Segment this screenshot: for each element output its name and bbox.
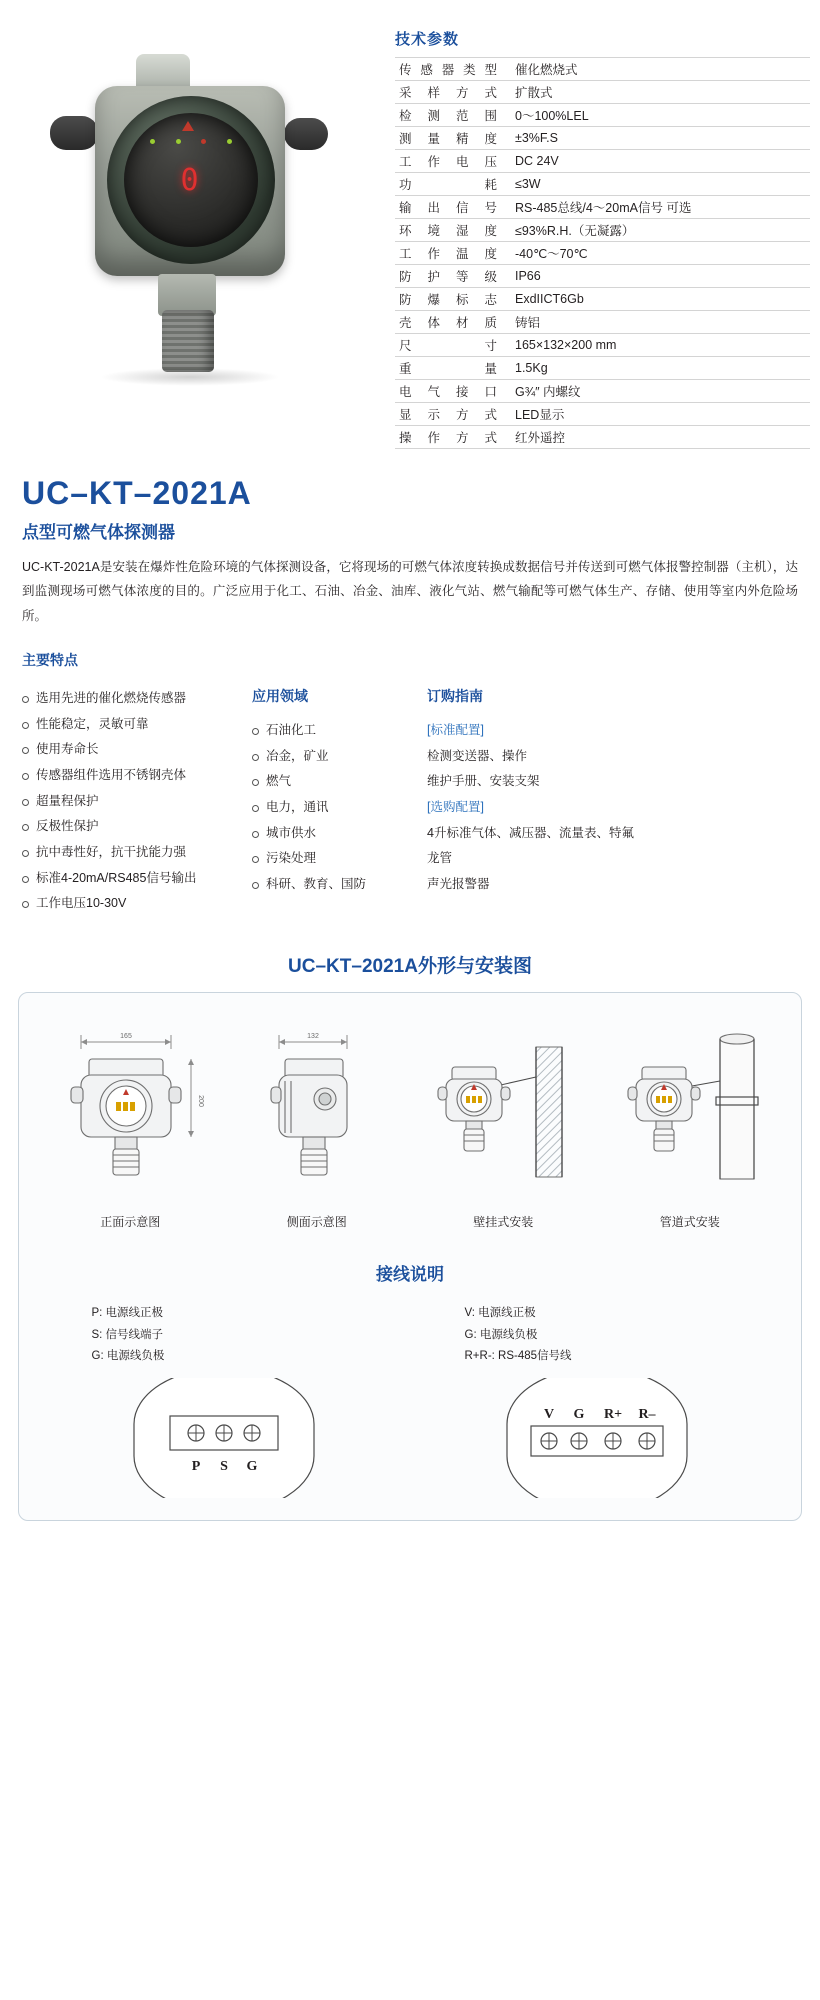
wiring-right-legend — [447, 1303, 747, 1369]
led-readout-value: 0 — [180, 162, 202, 198]
legend-line: V: 电源线正极 — [464, 1306, 536, 1319]
ordering-standard-item: 检测变送器、操作 — [427, 748, 528, 763]
ordering-optional-label: [选购配置] — [427, 800, 484, 814]
terminal-label: R– — [637, 1407, 656, 1423]
ordering-heading: 订购指南 — [427, 688, 483, 705]
table-row — [395, 357, 810, 380]
spec-value: ±3%F.S — [507, 127, 810, 150]
wiring-left — [74, 1303, 374, 1499]
drawing-section-title: UC–KT–2021A外形与安装图 — [288, 955, 532, 977]
specifications-block — [377, 18, 810, 449]
page-footer — [0, 1978, 820, 2000]
list-item: 使用寿命长 — [22, 737, 252, 763]
spec-value: DC 24V — [507, 150, 810, 173]
spec-value: -40℃～70℃ — [507, 242, 810, 265]
features-list — [22, 686, 252, 917]
spec-value: 0～100%LEL — [507, 104, 810, 127]
product-subtitle: 点型可燃气体探测器 — [22, 523, 175, 542]
drawing-front-view — [43, 1019, 218, 1230]
wiring-right-diagram — [487, 1378, 707, 1498]
spec-key: 采样方式 — [395, 81, 507, 104]
drawing-panel — [18, 992, 802, 1522]
spec-key: 防爆标志 — [395, 288, 507, 311]
table-row — [395, 150, 810, 173]
dimension-depth: 132 — [307, 1032, 320, 1040]
table-row — [395, 311, 810, 334]
table-row — [395, 104, 810, 127]
legend-line: P: 电源线正极 — [91, 1306, 164, 1319]
drawing-caption: 管道式安装 — [659, 1214, 720, 1229]
applications-column — [252, 686, 427, 917]
spec-key: 工作温度 — [395, 242, 507, 265]
list-item: 反极性保护 — [22, 814, 252, 840]
terminal-label: R+ — [603, 1407, 622, 1423]
legend-line: G: 电源线负极 — [91, 1350, 165, 1363]
drop-shadow — [100, 368, 280, 386]
spec-key: 壳体材质 — [395, 311, 507, 334]
status-led-4 — [227, 139, 232, 144]
wiring-left-diagram — [114, 1378, 334, 1498]
list-item: 城市供水 — [252, 821, 427, 847]
ordering-optional-item: 声光报警器 — [427, 876, 490, 891]
spec-value: 1.5Kg — [507, 357, 810, 380]
drawing-side-view — [229, 1019, 404, 1230]
spec-value: 催化燃烧式 — [507, 58, 810, 81]
applications-list — [252, 718, 427, 897]
spec-value: G¾″ 内螺纹 — [507, 380, 810, 403]
drawing-wall-mount — [416, 1019, 591, 1230]
terminal-label: V — [543, 1407, 554, 1423]
status-indicator-row — [150, 139, 232, 144]
legend-line: S: 信号线端子 — [91, 1328, 164, 1341]
list-item: 冶金，矿业 — [252, 744, 427, 770]
list-item: 超量程保护 — [22, 789, 252, 815]
cable-entry-right-icon — [284, 118, 328, 150]
list-item: 工作电压10-30V — [22, 891, 252, 917]
list-item: 传感器组件选用不锈钢壳体 — [22, 763, 252, 789]
spec-key: 重量 — [395, 357, 507, 380]
ordering-column — [427, 686, 637, 917]
pipe-mount-svg — [602, 1019, 777, 1194]
drawing-caption: 侧面示意图 — [286, 1214, 347, 1229]
spec-value: 铸铝 — [507, 311, 810, 334]
spec-value: ≤3W — [507, 173, 810, 196]
specifications-title: 技术参数 — [395, 31, 460, 48]
drawing-row — [37, 1019, 783, 1230]
table-row — [395, 219, 810, 242]
list-item: 性能稳定，灵敏可靠 — [22, 712, 252, 738]
list-item: 标准4-20mA/RS485信号输出 — [22, 866, 252, 892]
terminal-label: G — [246, 1459, 257, 1475]
spec-key: 功耗 — [395, 173, 507, 196]
list-item: 选用先进的催化燃烧传感器 — [22, 686, 252, 712]
legend-line: R+R-: RS-485信号线 — [464, 1350, 572, 1363]
applications-heading: 应用领域 — [252, 688, 308, 705]
spec-value: 红外遥控 — [507, 426, 810, 449]
terminal-label: P — [191, 1459, 200, 1475]
legend-line: G: 电源线负极 — [464, 1328, 538, 1341]
spec-key: 输出信号 — [395, 196, 507, 219]
table-row — [395, 173, 810, 196]
drawing-caption: 壁挂式安装 — [473, 1214, 534, 1229]
status-led-2 — [176, 139, 181, 144]
list-item: 电力，通讯 — [252, 795, 427, 821]
features-heading-wrap — [0, 628, 820, 670]
features-heading: 主要特点 — [22, 652, 78, 669]
product-description: UC-KT-2021A是安装在爆炸性危险环境的气体探测设备，它将现场的可燃气体浓度转换成数据信号并传送到可燃气体报警控制器（主机），达到监测现场可燃气体浓度的目的。广泛应用于化工、石油、冶金、油库、液化气站、燃气输配等可燃气体生产、存储、使用等室内外危险场所。 — [22, 560, 798, 623]
ordering-standard-item: 维护手册、安装支架 — [427, 774, 540, 789]
features-column — [22, 686, 252, 917]
spec-value: ≤93%R.H.（无凝露） — [507, 219, 810, 242]
list-item: 污染处理 — [252, 846, 427, 872]
table-row — [395, 426, 810, 449]
drawing-pipe-mount — [602, 1019, 777, 1230]
wiring-right — [447, 1303, 747, 1499]
spec-key: 环境湿度 — [395, 219, 507, 242]
spec-value: RS-485总线/4～20mA信号 可选 — [507, 196, 810, 219]
list-item: 石油化工 — [252, 718, 427, 744]
list-item: 燃气 — [252, 769, 427, 795]
spec-key: 传感器类型 — [395, 58, 507, 81]
product-photo — [22, 18, 377, 418]
spec-key: 检测范围 — [395, 104, 507, 127]
wiring-left-legend — [74, 1303, 374, 1369]
top-section — [0, 0, 820, 449]
front-view-svg — [43, 1019, 218, 1194]
table-row — [395, 127, 810, 150]
spec-key: 电气接口 — [395, 380, 507, 403]
table-row — [395, 242, 810, 265]
spec-value: IP66 — [507, 265, 810, 288]
table-row — [395, 81, 810, 104]
product-title-block — [0, 449, 820, 628]
drawing-caption: 正面示意图 — [100, 1214, 161, 1229]
spec-key: 工作电压 — [395, 150, 507, 173]
status-led-1 — [150, 139, 155, 144]
dimension-height: 200 — [196, 1094, 204, 1107]
table-row — [395, 196, 810, 219]
spec-value: LED显示 — [507, 403, 810, 426]
table-row — [395, 265, 810, 288]
list-item: 科研、教育、国防 — [252, 872, 427, 898]
three-column-section — [0, 682, 820, 917]
terminal-label: S — [219, 1459, 228, 1475]
spec-value: 扩散式 — [507, 81, 810, 104]
ordering-optional-item: 4升标准气体、减压器、流量表、特氟龙管 — [427, 825, 634, 866]
spec-value: 165×132×200 mm — [507, 334, 810, 357]
dimension-width: 165 — [119, 1032, 132, 1040]
list-item: 抗中毒性好，抗干扰能力强 — [22, 840, 252, 866]
spec-key: 防护等级 — [395, 265, 507, 288]
table-row — [395, 380, 810, 403]
side-view-svg — [229, 1019, 404, 1194]
table-row — [395, 334, 810, 357]
gas-detector-illustration — [40, 38, 360, 408]
wiring-row — [37, 1303, 783, 1499]
table-row — [395, 288, 810, 311]
specifications-table — [395, 57, 810, 449]
spec-key: 尺寸 — [395, 334, 507, 357]
spec-key: 操作方式 — [395, 426, 507, 449]
spec-key: 测量精度 — [395, 127, 507, 150]
table-row — [395, 403, 810, 426]
device-display-window — [124, 113, 258, 247]
wall-mount-svg — [416, 1019, 591, 1194]
cable-entry-left-icon — [50, 116, 98, 150]
spec-key: 显示方式 — [395, 403, 507, 426]
wiring-section-title: 接线说明 — [376, 1264, 444, 1284]
terminal-label: G — [573, 1407, 584, 1423]
spec-value: ExdIICT6Gb — [507, 288, 810, 311]
sensor-probe — [162, 310, 214, 372]
status-led-3 — [201, 139, 206, 144]
page-title: UC–KT–2021A — [22, 475, 252, 511]
warning-triangle-icon — [182, 121, 194, 131]
ordering-standard-label: [标准配置] — [427, 723, 484, 738]
table-row — [395, 58, 810, 81]
led-readout — [142, 157, 240, 203]
